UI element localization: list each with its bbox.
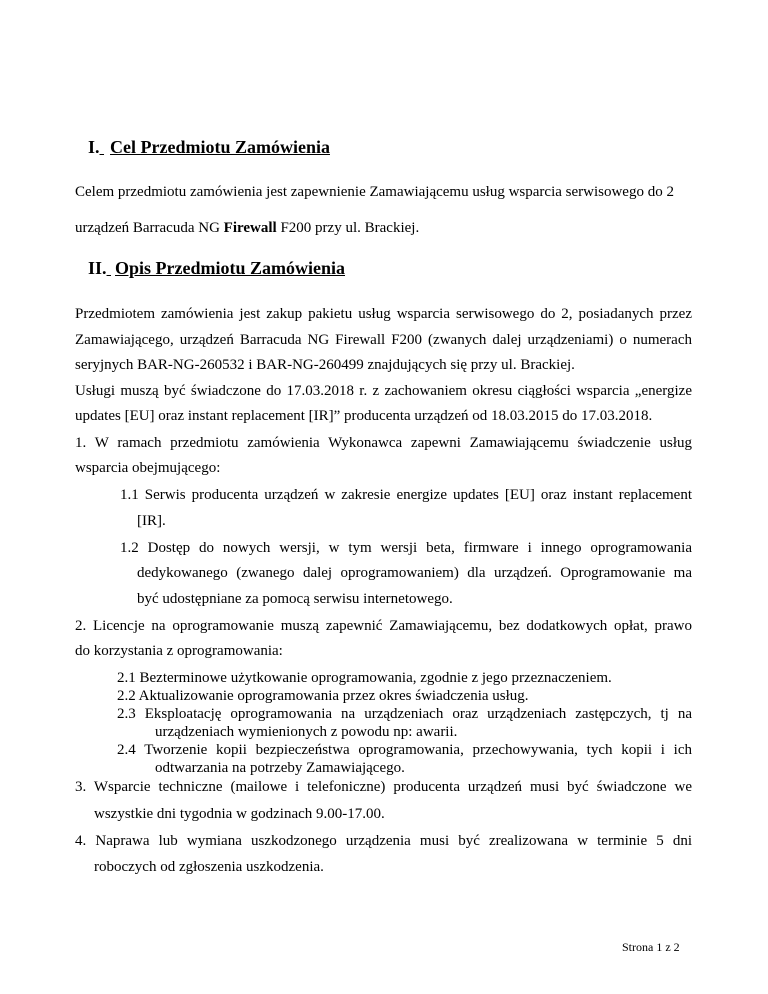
point-2-line-2: do korzystania z oprogramowania: — [75, 643, 283, 659]
point-1-2-line-2: dedykowanego (zwanego dalej oprogramowaniem) dla urządzeń. Oprogramowanie ma — [137, 565, 692, 581]
section-2-title: Opis Przedmiotu Zamówienia — [115, 258, 346, 278]
section-1-title: Cel Przedmiotu Zamówienia — [110, 137, 330, 157]
point-2-4-line-2: odtwarzania na potrzeby Zamawiającego. — [155, 760, 405, 776]
intro-line-3: seryjnych BAR-NG-260532 i BAR-NG-260499 znajdujących się przy ul. Brackiej. — [75, 357, 575, 373]
point-4-line-2: roboczych od zgłoszenia uszkodzenia. — [94, 859, 324, 875]
section-2-number: II. — [88, 258, 107, 278]
section-1-line-2: urządzeń Barracuda NG Firewall F200 przy ul. Brackiej. — [75, 220, 420, 236]
point-2-3-line-2: urządzeniach wymienionych z powodu np: awarii. — [155, 724, 458, 740]
page-number: Strona 1 z 2 — [622, 940, 680, 954]
point-2-2: 2.2 Aktualizowanie oprogramowania przez okres świadczenia usług. — [117, 688, 529, 704]
point-1-line-1: 1. W ramach przedmiotu zamówienia Wykonawca zapewni Zamawiającemu świadczenie usług — [75, 435, 692, 451]
point-2-3-line-1: 2.3 Eksploatację oprogramowania na urządzeniach oraz urządzeniach zastępczych, tj na — [117, 706, 692, 722]
intro-line-1: Przedmiotem zamówienia jest zakup pakietu usług wsparcia serwisowego do 2, posiadanych przez — [75, 306, 692, 322]
intro-line-5: updates [EU] oraz instant replacement [IR]” producenta urządzeń od 18.03.2015 do 17.03.2018. — [75, 408, 653, 424]
section-1-number: I. — [88, 137, 100, 157]
section-1-line-1: Celem przedmiotu zamówienia jest zapewnienie Zamawiającemu usług wsparcia serwisowego do 2 — [75, 184, 674, 200]
bold-firewall: Firewall — [223, 220, 277, 236]
point-1-2-line-3: być udostępniane za pomocą serwisu internetowego. — [137, 591, 453, 607]
point-2-4-line-1: 2.4 Tworzenie kopii bezpieczeństwa oprogramowania, przechowywania, tych kopii i ich — [117, 742, 692, 758]
point-1-line-2: wsparcia obejmującego: — [75, 460, 221, 476]
point-1-1-line-2: [IR]. — [137, 513, 166, 529]
intro-line-2: Zamawiającego, urządzeń Barracuda NG Firewall F200 (zwanych dalej urządzeniami) o numerach — [75, 332, 692, 348]
section-1-heading — [88, 137, 330, 158]
point-3-line-2: wszystkie dni tygodnia w godzinach 9.00-17.00. — [94, 806, 385, 822]
point-3-line-1: 3. Wsparcie techniczne (mailowe i telefoniczne) producenta urządzeń musi być świadczone we — [75, 779, 692, 795]
section-2-heading — [88, 258, 345, 279]
point-1-1-line-1: 1.1 Serwis producenta urządzeń w zakresie energize updates [EU] oraz instant replacement — [120, 487, 692, 503]
point-4-line-1: 4. Naprawa lub wymiana uszkodzonego urządzenia musi być zrealizowana w terminie 5 dni — [75, 833, 692, 849]
point-2-line-1: 2. Licencje na oprogramowanie muszą zapewnić Zamawiającemu, bez dodatkowych opłat, prawo — [75, 618, 692, 634]
point-2-1: 2.1 Bezterminowe użytkowanie oprogramowania, zgodnie z jego przeznaczeniem. — [117, 670, 612, 686]
point-1-2-line-1: 1.2 Dostęp do nowych wersji, w tym wersji beta, firmware i innego oprogramowania — [120, 540, 692, 556]
intro-line-4: Usługi muszą być świadczone do 17.03.2018 r. z zachowaniem okresu ciągłości wsparcia „energize — [75, 383, 692, 399]
